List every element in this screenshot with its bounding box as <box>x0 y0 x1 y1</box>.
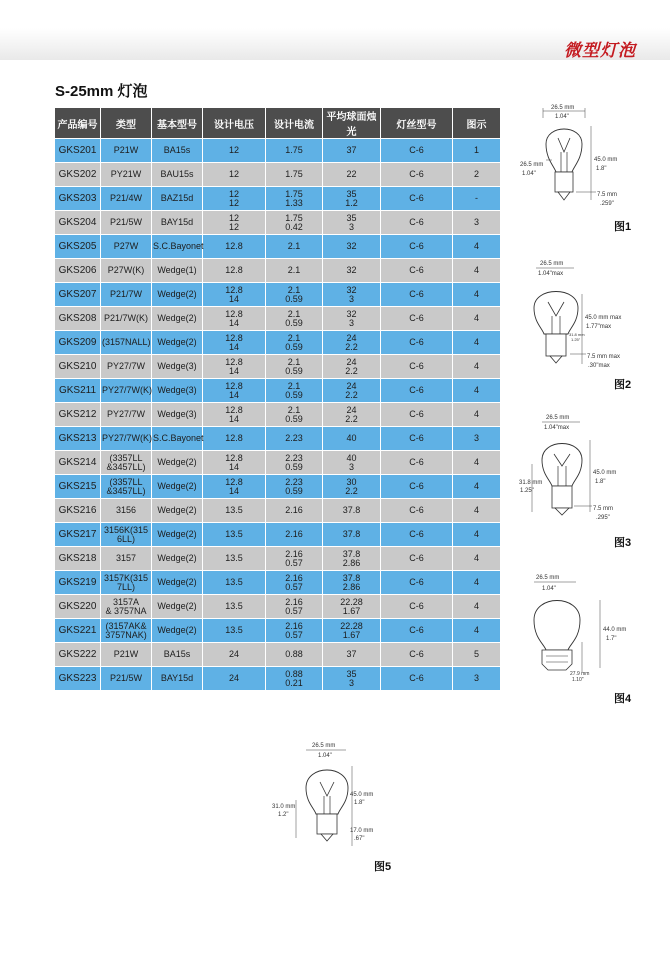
cell-filament: C-6 <box>381 307 453 331</box>
cell-candlepower: 35 3 <box>323 667 381 691</box>
cell-type: 3156K(315 6LL) <box>101 523 152 547</box>
cell-figure: 4 <box>453 595 501 619</box>
cell-product-code: GKS207 <box>55 283 101 307</box>
cell-current: 2.16 <box>266 523 323 547</box>
cell-product-code: GKS209 <box>55 331 101 355</box>
cell-product-code: GKS205 <box>55 235 101 259</box>
cell-product-code: GKS217 <box>55 523 101 547</box>
cell-filament: C-6 <box>381 427 453 451</box>
cell-figure: 4 <box>453 331 501 355</box>
cell-candlepower: 22.28 1.67 <box>323 619 381 643</box>
cell-figure: 4 <box>453 571 501 595</box>
cell-type: P21/5W <box>101 667 152 691</box>
table-row <box>55 355 501 379</box>
table-row <box>55 451 501 475</box>
cell-candlepower: 40 <box>323 427 381 451</box>
table-header-row <box>55 108 501 139</box>
svg-text:26.5 mm: 26.5 mm <box>536 575 560 581</box>
cell-candlepower: 37 <box>323 139 381 163</box>
cell-voltage: 12.8 <box>203 235 266 259</box>
cell-base-model: S.C.Bayonet <box>152 235 203 259</box>
cell-type: P21/7W <box>101 283 152 307</box>
cell-current: 2.23 <box>266 427 323 451</box>
svg-text:44.0 mm: 44.0 mm <box>603 627 627 633</box>
header-figure: 图示 <box>453 108 501 139</box>
svg-text:1.77"max: 1.77"max <box>586 324 612 330</box>
figure-5-label: 图5 <box>374 861 392 873</box>
cell-voltage: 12.8 14 <box>203 331 266 355</box>
table-row <box>55 139 501 163</box>
cell-candlepower: 24 2.2 <box>323 379 381 403</box>
cell-base-model: Wedge(2) <box>152 547 203 571</box>
cell-filament: C-6 <box>381 235 453 259</box>
header-product-code: 产品编号 <box>55 108 101 139</box>
svg-text:45.0 mm: 45.0 mm <box>593 470 617 476</box>
cell-figure: 4 <box>453 283 501 307</box>
cell-product-code: GKS206 <box>55 259 101 283</box>
cell-filament: C-6 <box>381 355 453 379</box>
table-row <box>55 163 501 187</box>
cell-filament: C-6 <box>381 403 453 427</box>
svg-text:26.5 mm: 26.5 mm <box>520 162 544 168</box>
svg-text:26.5 mm: 26.5 mm <box>540 261 564 267</box>
cell-figure: 4 <box>453 403 501 427</box>
cell-voltage: 12.8 14 <box>203 475 266 499</box>
svg-text:1.8": 1.8" <box>595 479 606 485</box>
cell-candlepower: 35 1.2 <box>323 187 381 211</box>
cell-candlepower: 37 <box>323 643 381 667</box>
cell-filament: C-6 <box>381 163 453 187</box>
cell-type: PY27/7W <box>101 355 152 379</box>
cell-voltage: 12.8 14 <box>203 283 266 307</box>
cell-figure: 3 <box>453 667 501 691</box>
cell-voltage: 13.5 <box>203 547 266 571</box>
figure-3-drawing <box>516 412 636 524</box>
svg-text:7.5 mm max: 7.5 mm max <box>587 354 621 360</box>
cell-type: 3156 <box>101 499 152 523</box>
cell-product-code: GKS214 <box>55 451 101 475</box>
cell-figure: 5 <box>453 643 501 667</box>
header-voltage: 设计电压 <box>203 108 266 139</box>
cell-base-model: BAZ15d <box>152 187 203 211</box>
cell-base-model: Wedge(3) <box>152 379 203 403</box>
cell-base-model: BAY15d <box>152 667 203 691</box>
table-row <box>55 499 501 523</box>
cell-type: PY21W <box>101 163 152 187</box>
cell-product-code: GKS221 <box>55 619 101 643</box>
cell-base-model: Wedge(2) <box>152 307 203 331</box>
cell-base-model: Wedge(2) <box>152 523 203 547</box>
cell-type: (3357LL &3457LL) <box>101 451 152 475</box>
cell-current: 1.75 1.33 <box>266 187 323 211</box>
cell-candlepower: 24 2.2 <box>323 403 381 427</box>
cell-filament: C-6 <box>381 643 453 667</box>
spec-table <box>54 107 501 691</box>
svg-text:45.0 mm max: 45.0 mm max <box>585 315 622 321</box>
svg-text:1.04": 1.04" <box>542 586 556 592</box>
cell-voltage: 12 12 <box>203 211 266 235</box>
cell-voltage: 24 <box>203 667 266 691</box>
svg-text:26.5 mm: 26.5 mm <box>312 743 336 749</box>
cell-filament: C-6 <box>381 571 453 595</box>
cell-voltage: 12.8 <box>203 427 266 451</box>
cell-current: 1.75 <box>266 163 323 187</box>
table-row <box>55 259 501 283</box>
cell-figure: 4 <box>453 499 501 523</box>
svg-text:.259": .259" <box>600 201 614 207</box>
cell-voltage: 12.8 14 <box>203 379 266 403</box>
svg-text:27.9 mm: 27.9 mm <box>570 671 590 677</box>
table-row <box>55 307 501 331</box>
cell-current: 2.1 0.59 <box>266 307 323 331</box>
cell-candlepower: 30 2.2 <box>323 475 381 499</box>
cell-base-model: Wedge(2) <box>152 451 203 475</box>
cell-base-model: Wedge(2) <box>152 595 203 619</box>
cell-candlepower: 37.8 <box>323 499 381 523</box>
cell-base-model: Wedge(2) <box>152 331 203 355</box>
cell-base-model: Wedge(2) <box>152 283 203 307</box>
table-row <box>55 283 501 307</box>
cell-figure: 3 <box>453 427 501 451</box>
cell-base-model: Wedge(3) <box>152 355 203 379</box>
cell-figure: 4 <box>453 259 501 283</box>
cell-product-code: GKS211 <box>55 379 101 403</box>
svg-text:1.2": 1.2" <box>278 812 289 818</box>
cell-filament: C-6 <box>381 595 453 619</box>
header-base-model: 基本型号 <box>152 108 203 139</box>
cell-current: 1.75 0.42 <box>266 211 323 235</box>
cell-candlepower: 32 3 <box>323 283 381 307</box>
cell-voltage: 24 <box>203 643 266 667</box>
svg-text:1.04": 1.04" <box>318 753 332 759</box>
cell-filament: C-6 <box>381 475 453 499</box>
svg-text:1.04"max: 1.04"max <box>538 271 564 277</box>
cell-voltage: 12.8 14 <box>203 307 266 331</box>
figure-1-drawing <box>516 104 636 212</box>
svg-text:17.0 mm: 17.0 mm <box>350 828 374 834</box>
cell-figure: 4 <box>453 475 501 499</box>
svg-text:1.7": 1.7" <box>606 636 617 642</box>
cell-candlepower: 37.8 2.86 <box>323 547 381 571</box>
cell-current: 0.88 0.21 <box>266 667 323 691</box>
cell-product-code: GKS215 <box>55 475 101 499</box>
svg-text:1.25": 1.25" <box>571 337 581 342</box>
figure-5-drawing <box>270 738 380 854</box>
cell-figure: 4 <box>453 619 501 643</box>
cell-product-code: GKS212 <box>55 403 101 427</box>
cell-product-code: GKS220 <box>55 595 101 619</box>
table-row <box>55 331 501 355</box>
cell-current: 0.88 <box>266 643 323 667</box>
cell-current: 2.16 0.57 <box>266 571 323 595</box>
cell-base-model: Wedge(2) <box>152 571 203 595</box>
table-row <box>55 595 501 619</box>
cell-voltage: 13.5 <box>203 619 266 643</box>
cell-current: 2.23 0.59 <box>266 475 323 499</box>
svg-text:1.04": 1.04" <box>522 171 536 177</box>
cell-filament: C-6 <box>381 499 453 523</box>
svg-text:.67": .67" <box>354 836 365 842</box>
svg-text:1.8": 1.8" <box>596 166 607 172</box>
cell-product-code: GKS201 <box>55 139 101 163</box>
cell-product-code: GKS218 <box>55 547 101 571</box>
cell-voltage: 13.5 <box>203 571 266 595</box>
cell-candlepower: 22 <box>323 163 381 187</box>
header-type: 类型 <box>101 108 152 139</box>
cell-base-model: BAU15s <box>152 163 203 187</box>
cell-candlepower: 40 3 <box>323 451 381 475</box>
cell-base-model: Wedge(2) <box>152 499 203 523</box>
cell-base-model: S.C.Bayonet <box>152 427 203 451</box>
svg-text:45.0 mm: 45.0 mm <box>350 792 374 798</box>
cell-type: 3157K(315 7LL) <box>101 571 152 595</box>
cell-voltage: 13.5 <box>203 499 266 523</box>
table-row <box>55 235 501 259</box>
cell-current: 2.16 0.57 <box>266 619 323 643</box>
cell-type: P21W <box>101 139 152 163</box>
cell-current: 2.1 <box>266 235 323 259</box>
cell-voltage: 12 <box>203 139 266 163</box>
cell-candlepower: 22.28 1.67 <box>323 595 381 619</box>
cell-product-code: GKS216 <box>55 499 101 523</box>
cell-type: PY27/7W <box>101 403 152 427</box>
svg-text:26.5 mm: 26.5 mm <box>551 105 575 111</box>
svg-text:31.0 mm: 31.0 mm <box>272 804 296 810</box>
cell-type: P27W <box>101 235 152 259</box>
svg-text:7.5 mm: 7.5 mm <box>593 506 614 512</box>
cell-filament: C-6 <box>381 259 453 283</box>
cell-figure: - <box>453 187 501 211</box>
cell-filament: C-6 <box>381 379 453 403</box>
cell-type: PY27/7W(K) <box>101 427 152 451</box>
cell-filament: C-6 <box>381 139 453 163</box>
table-row <box>55 475 501 499</box>
cell-figure: 4 <box>453 235 501 259</box>
cell-candlepower: 32 <box>323 235 381 259</box>
cell-candlepower: 32 3 <box>323 307 381 331</box>
cell-base-model: BA15s <box>152 643 203 667</box>
svg-text:1.10": 1.10" <box>572 677 584 683</box>
section-title: S-25mm 灯泡 <box>55 83 148 100</box>
cell-filament: C-6 <box>381 523 453 547</box>
table-row <box>55 619 501 643</box>
svg-text:1.8": 1.8" <box>354 800 365 806</box>
table-row <box>55 547 501 571</box>
cell-current: 2.1 0.59 <box>266 403 323 427</box>
cell-base-model: BA15s <box>152 139 203 163</box>
cell-filament: C-6 <box>381 619 453 643</box>
svg-text:.30"max: .30"max <box>588 363 610 369</box>
figure-2-drawing <box>516 256 636 372</box>
cell-product-code: GKS203 <box>55 187 101 211</box>
cell-type: P21W <box>101 643 152 667</box>
cell-filament: C-6 <box>381 667 453 691</box>
cell-type: P21/7W(K) <box>101 307 152 331</box>
cell-base-model: Wedge(2) <box>152 619 203 643</box>
cell-voltage: 13.5 <box>203 523 266 547</box>
cell-product-code: GKS219 <box>55 571 101 595</box>
cell-figure: 2 <box>453 163 501 187</box>
cell-type: 3157 <box>101 547 152 571</box>
cell-figure: 4 <box>453 523 501 547</box>
cell-product-code: GKS202 <box>55 163 101 187</box>
cell-figure: 3 <box>453 211 501 235</box>
cell-type: (3157NALL) <box>101 331 152 355</box>
figure-4-drawing <box>516 568 636 684</box>
cell-filament: C-6 <box>381 211 453 235</box>
cell-base-model: Wedge(3) <box>152 403 203 427</box>
table-row <box>55 523 501 547</box>
svg-text:26.5 mm: 26.5 mm <box>546 415 570 421</box>
cell-figure: 4 <box>453 307 501 331</box>
svg-text:7.5 mm: 7.5 mm <box>597 192 618 198</box>
cell-figure: 4 <box>453 547 501 571</box>
header-current: 设计电流 <box>266 108 323 139</box>
cell-type: P27W(K) <box>101 259 152 283</box>
figure-4-label: 图4 <box>614 693 632 705</box>
cell-filament: C-6 <box>381 547 453 571</box>
svg-text:31.8 mm: 31.8 mm <box>519 480 543 486</box>
table-row <box>55 571 501 595</box>
cell-type: (3157AK& 3757NAK) <box>101 619 152 643</box>
cell-voltage: 13.5 <box>203 595 266 619</box>
header-candlepower: 平均球面烛光 <box>323 108 381 139</box>
cell-type: (3357LL &3457LL) <box>101 475 152 499</box>
cell-current: 2.16 <box>266 499 323 523</box>
cell-current: 2.16 0.57 <box>266 595 323 619</box>
figure-1-label: 图1 <box>614 221 632 233</box>
cell-filament: C-6 <box>381 283 453 307</box>
cell-current: 2.1 0.59 <box>266 379 323 403</box>
cell-candlepower: 37.8 <box>323 523 381 547</box>
table-row <box>55 403 501 427</box>
cell-current: 2.1 <box>266 259 323 283</box>
cell-figure: 4 <box>453 355 501 379</box>
cell-figure: 4 <box>453 379 501 403</box>
cell-filament: C-6 <box>381 451 453 475</box>
cell-voltage: 12.8 14 <box>203 451 266 475</box>
cell-candlepower: 24 2.2 <box>323 331 381 355</box>
cell-base-model: Wedge(1) <box>152 259 203 283</box>
table-row <box>55 211 501 235</box>
figure-2-label: 图2 <box>614 379 632 391</box>
cell-current: 1.75 <box>266 139 323 163</box>
svg-text:1.25": 1.25" <box>520 488 534 494</box>
table-row <box>55 187 501 211</box>
cell-product-code: GKS204 <box>55 211 101 235</box>
table-row <box>55 427 501 451</box>
cell-voltage: 12 <box>203 163 266 187</box>
cell-type: P21/4W <box>101 187 152 211</box>
cell-current: 2.1 0.59 <box>266 331 323 355</box>
svg-text:1.04": 1.04" <box>555 114 569 120</box>
table-row <box>55 643 501 667</box>
cell-figure: 4 <box>453 451 501 475</box>
cell-type: 3157A & 3757NA <box>101 595 152 619</box>
cell-base-model: Wedge(2) <box>152 475 203 499</box>
svg-text:45.0 mm: 45.0 mm <box>594 157 618 163</box>
brand-title: 微型灯泡 <box>564 41 636 60</box>
cell-product-code: GKS213 <box>55 427 101 451</box>
cell-voltage: 12.8 14 <box>203 403 266 427</box>
cell-product-code: GKS208 <box>55 307 101 331</box>
cell-current: 2.16 0.57 <box>266 547 323 571</box>
cell-current: 2.1 0.59 <box>266 283 323 307</box>
cell-current: 2.1 0.59 <box>266 355 323 379</box>
cell-product-code: GKS223 <box>55 667 101 691</box>
cell-voltage: 12.8 14 <box>203 355 266 379</box>
table-row <box>55 379 501 403</box>
figure-3-label: 图3 <box>614 537 632 549</box>
cell-candlepower: 24 2.2 <box>323 355 381 379</box>
cell-candlepower: 35 3 <box>323 211 381 235</box>
cell-voltage: 12 12 <box>203 187 266 211</box>
cell-current: 2.23 0.59 <box>266 451 323 475</box>
cell-voltage: 12.8 <box>203 259 266 283</box>
svg-text:31.8 mm: 31.8 mm <box>569 332 585 337</box>
cell-filament: C-6 <box>381 187 453 211</box>
cell-candlepower: 32 <box>323 259 381 283</box>
cell-figure: 1 <box>453 139 501 163</box>
cell-product-code: GKS210 <box>55 355 101 379</box>
svg-text:.295": .295" <box>596 515 610 521</box>
cell-type: PY27/7W(K) <box>101 379 152 403</box>
cell-product-code: GKS222 <box>55 643 101 667</box>
cell-candlepower: 37.8 2.86 <box>323 571 381 595</box>
cell-filament: C-6 <box>381 331 453 355</box>
svg-text:1.04"max: 1.04"max <box>544 425 570 431</box>
header-filament: 灯丝型号 <box>381 108 453 139</box>
table-row <box>55 667 501 691</box>
cell-type: P21/5W <box>101 211 152 235</box>
cell-base-model: BAY15d <box>152 211 203 235</box>
